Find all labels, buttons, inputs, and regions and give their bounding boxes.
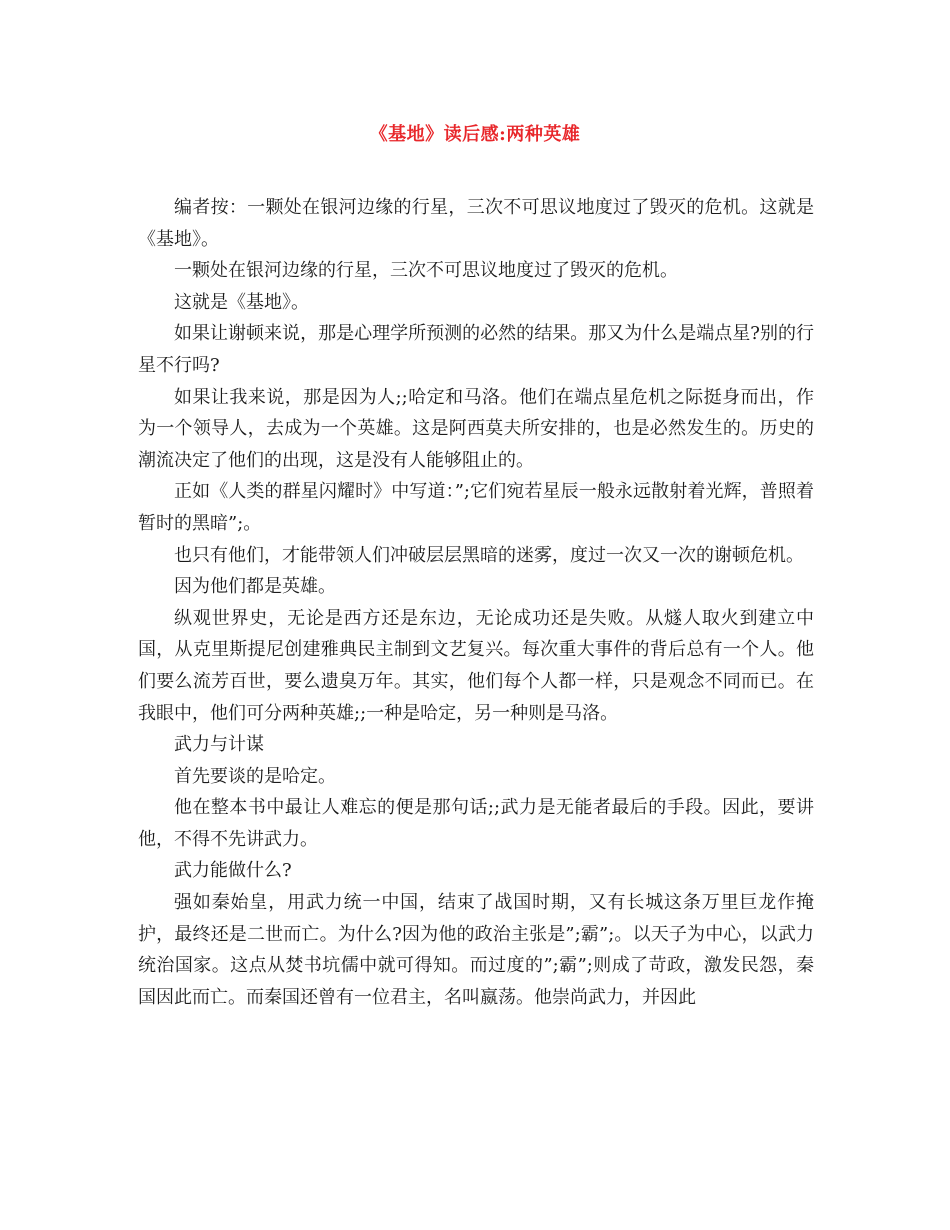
paragraph: 因为他们都是英雄。: [174, 576, 336, 598]
paragraph: 强如秦始皇，用武力统一中国，结束了战国时期，又有长城这条万里巨龙作掩护，最终还是二世而亡。为什么?因为他的政治主张是”;霸”;。以天子为中心，以武力统治国家。这点从焚书坑儒中就可得知。而过度的”;霸”;则成了苛政，激发民怨，秦国因此而亡。而秦国还曾有一位君主，名叫嬴荡。他崇尚武力，并因此: [138, 892, 814, 1008]
paragraph: 也只有他们，才能带领人们冲破层层黑暗的迷雾，度过一次又一次的谢顿危机。: [174, 544, 804, 566]
document-body: [138, 192, 814, 1013]
paragraph: 一颗处在银河边缘的行星，三次不可思议地度过了毁灭的危机。: [174, 260, 678, 282]
paragraph: 首先要谈的是哈定。: [174, 765, 336, 787]
paragraph: 如果让谢顿来说，那是心理学所预测的必然的结果。那又为什么是端点星?别的行星不行吗?: [138, 323, 814, 376]
paragraph: 编者按：一颗处在银河边缘的行星，三次不可思议地度过了毁灭的危机。这就是《基地》。: [138, 197, 814, 250]
paragraph: 这就是《基地》。: [174, 291, 309, 313]
paragraph: 纵观世界史，无论是西方还是东边，无论成功还是失败。从燧人取火到建立中国，从克里斯提尼创建雅典民主制到文艺复兴。每次重大事件的背后总有一个人。他们要么流芳百世，要么遗臭万年。其实，他们每个人都一样，只是观念不同而已。在我眼中，他们可分两种英雄;;一种是哈定，另一种则是马洛。: [138, 607, 814, 724]
paragraph: 如果让我来说，那是因为人;;哈定和马洛。他们在端点星危机之际挺身而出，作为一个领导人，去成为一个英雄。这是阿西莫夫所安排的，也是必然发生的。历史的潮流决定了他们的出现，这是没有人能够阻止的。: [138, 386, 814, 471]
paragraph: 正如《人类的群星闪耀时》中写道：”;它们宛若星辰一般永远散射着光辉，普照着暂时的黑暗”;。: [138, 481, 814, 534]
section-heading: 武力与计谋: [174, 734, 264, 756]
paragraph: 武力能做什么?: [174, 860, 292, 882]
document-title: 《基地》读后感:两种英雄: [369, 124, 581, 145]
paragraph: 他在整本书中最让人难忘的便是那句话;;武力是无能者最后的手段。因此，要讲他，不得不先讲武力。: [138, 797, 814, 850]
